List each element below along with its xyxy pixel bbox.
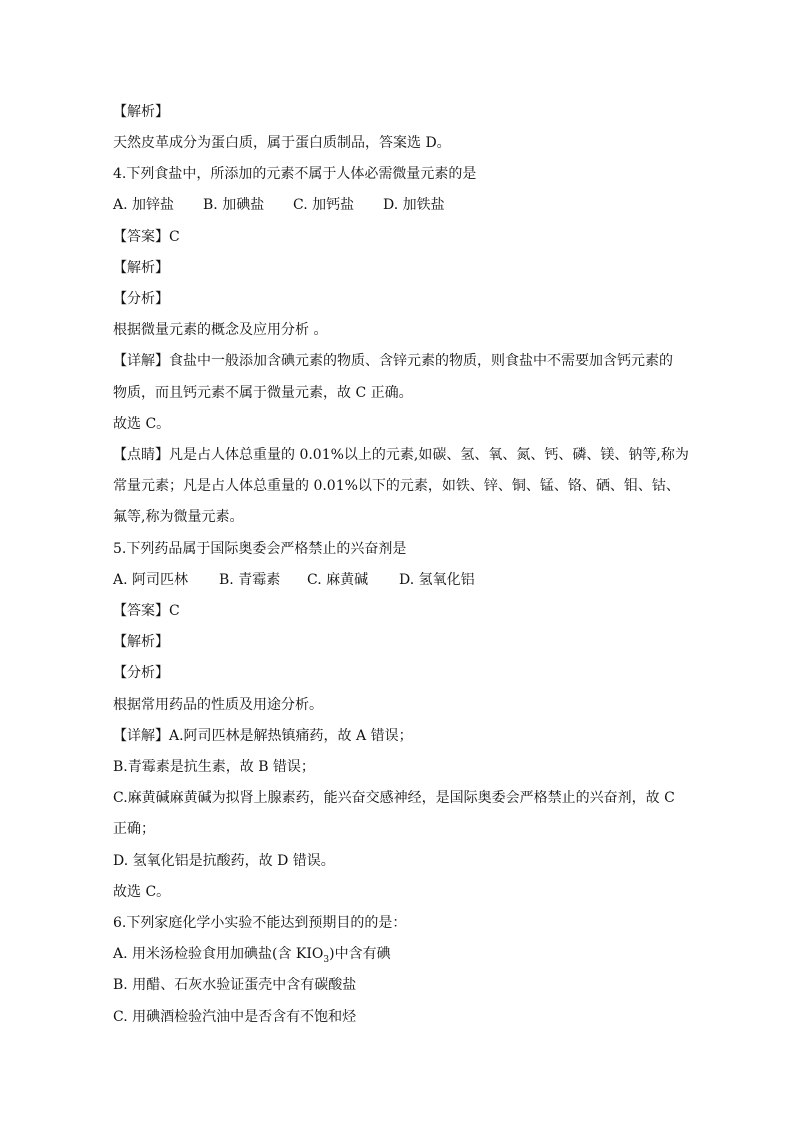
q6-option-c: C. 用碘酒检验汽油中是否含有不饱和烃 <box>113 1009 357 1025</box>
q5-conclusion: 故选 C。 <box>113 884 171 900</box>
q6-option-b: B. 用醋、石灰水验证蛋壳中含有碳酸盐 <box>113 977 357 993</box>
q4-answer: 【答案】C <box>113 229 180 245</box>
q5-analysis-label: 【解析】 <box>113 634 169 650</box>
q3-analysis-text: 天然皮革成分为蛋白质，属于蛋白质制品，答案选 D。 <box>113 135 451 151</box>
q4-option-b: B. 加碘盐 <box>203 197 265 213</box>
q5-options <box>113 570 693 590</box>
q4-note-line-3: 氟等,称为微量元素。 <box>113 509 244 525</box>
q5-fenxi-label: 【分析】 <box>113 665 169 681</box>
q4-conclusion: 故选 C。 <box>113 416 171 432</box>
q5-fenxi-text: 根据常用药品的性质及用途分析。 <box>113 697 323 713</box>
q5-option-d: D. 氢氧化铝 <box>399 572 475 588</box>
q6-option-a-subscript: 3 <box>323 954 330 965</box>
q5-detail-line-3: C.麻黄碱麻黄碱为拟肾上腺素药，能兴奋交感神经，是国际奥委会严格禁止的兴奋剂，故 C <box>113 790 675 806</box>
q5-question: 5.下列药品属于国际奥委会严格禁止的兴奋剂是 <box>113 541 407 557</box>
q3-analysis-label: 【解析】 <box>113 104 169 120</box>
q5-option-c: C. 麻黄碱 <box>307 572 369 588</box>
q5-answer: 【答案】C <box>113 603 180 619</box>
q5-option-a: A. 阿司匹林 <box>113 572 189 588</box>
q6-option-a <box>113 944 693 970</box>
q4-option-a: A. 加锌盐 <box>113 197 175 213</box>
q6-option-a-text: A. 用米汤检验食用加碘盐(含 KIO <box>113 946 324 962</box>
q4-option-d: D. 加铁盐 <box>383 197 445 213</box>
q5-detail-line-4: 正确； <box>113 821 155 837</box>
q5-option-b: B. 青霉素 <box>219 572 281 588</box>
q4-note-line-1: 【点睛】凡是占人体总重量的 0.01%以上的元素,如碳、氢、氧、氮、钙、磷、镁、钠等,称为 <box>113 447 689 463</box>
q4-options <box>113 195 693 215</box>
q4-detail-line-2: 物质，而且钙元素不属于微量元素，故 C 正确。 <box>113 385 413 401</box>
q4-fenxi-label: 【分析】 <box>113 291 169 307</box>
q4-fenxi-text: 根据微量元素的概念及应用分析 。 <box>113 322 328 338</box>
q6-question: 6.下列家庭化学小实验不能达到预期目的的是： <box>113 915 407 931</box>
q4-option-c: C. 加钙盐 <box>293 197 355 213</box>
q4-analysis-label: 【解析】 <box>113 260 169 276</box>
q5-detail-line-5: D. 氢氧化铝是抗酸药，故 D 错误。 <box>113 853 335 869</box>
q5-detail-line-1: 【详解】A.阿司匹林是解热镇痛药，故 A 错误； <box>113 728 413 744</box>
q4-note-line-2: 常量元素；凡是占人体总重量的 0.01%以下的元素，如铁、锌、铜、锰、铬、硒、钼、钴、 <box>113 478 680 494</box>
q5-detail-line-2: B.青霉素是抗生素，故 B 错误； <box>113 759 315 775</box>
q4-detail-line-1: 【详解】食盐中一般添加含碘元素的物质、含锌元素的物质，则食盐中不需要加含钙元素的 <box>113 353 673 369</box>
q4-question: 4.下列食盐中，所添加的元素不属于人体必需微量元素的是 <box>113 166 477 182</box>
q6-option-a-tail: )中含有碘 <box>329 946 391 962</box>
